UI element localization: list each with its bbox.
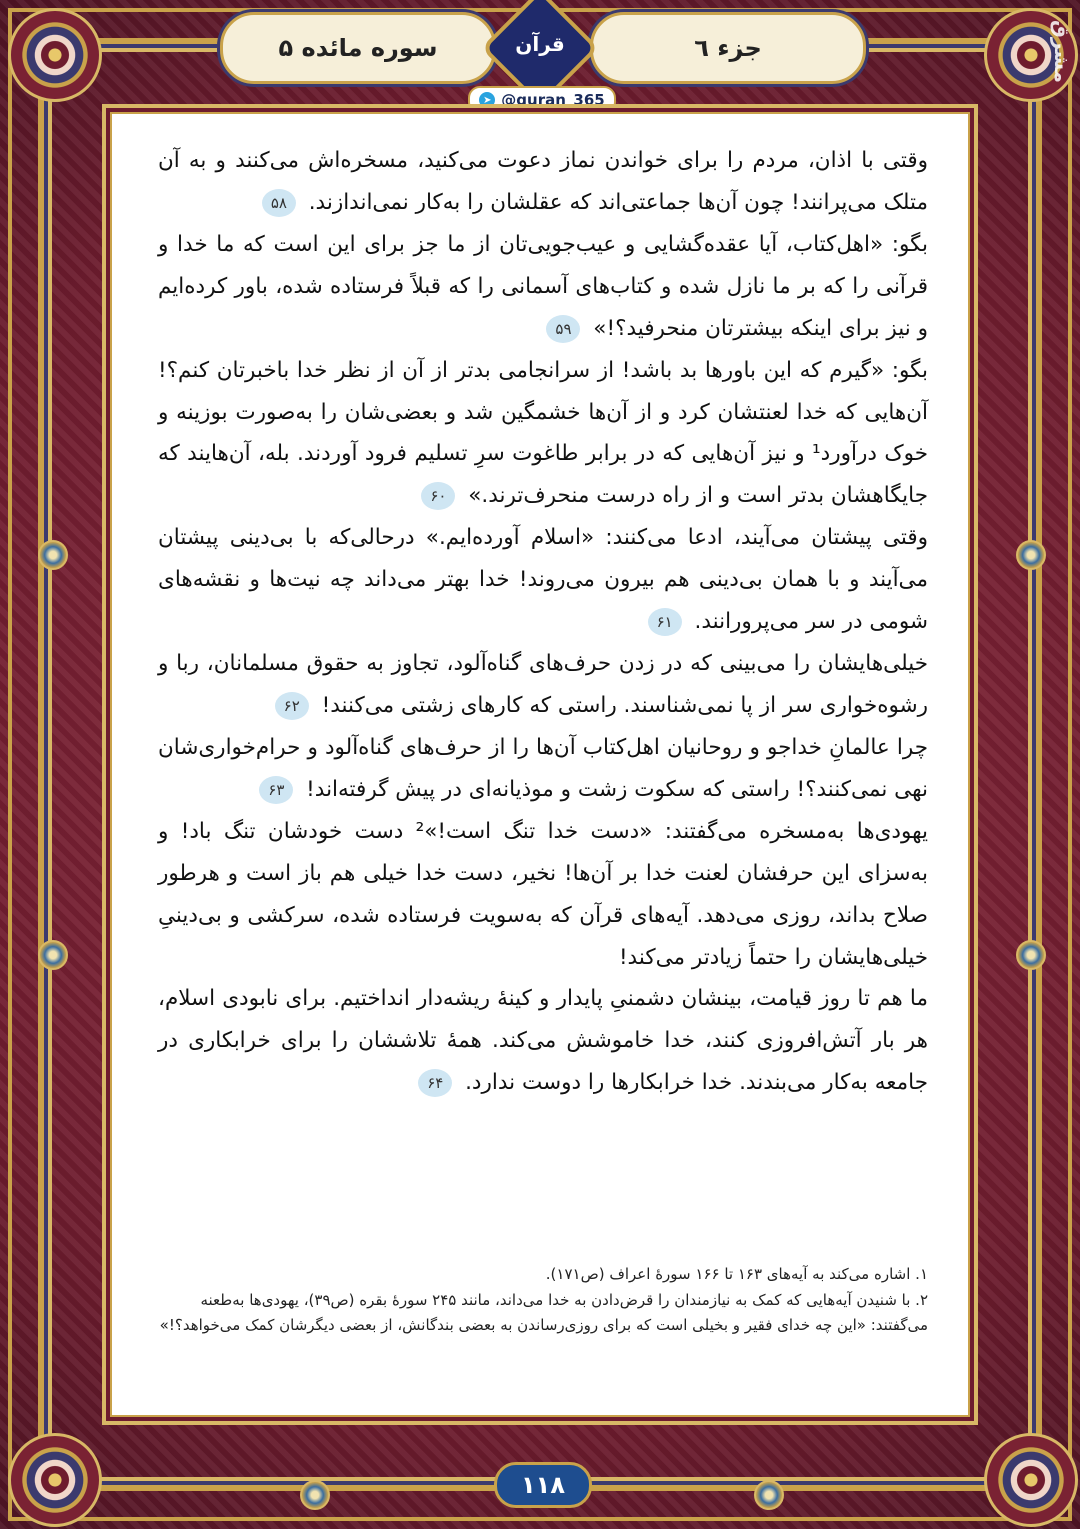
verse (158, 140, 928, 224)
verse (158, 727, 928, 811)
watermark (1034, 20, 1074, 83)
verse-list (158, 140, 928, 1104)
verse-number: ۶۱ (648, 608, 682, 636)
verse-text: بگو: «گیرم که این باورها بد باشد! از سرانجامی بدتر از آن از نظر خدا باخبرتان کنم؟! آن‌هایی که خدا لعنتشان کرد و از آن‌ها خشمگین شد و بعضی‌شان را به‌صورت بوزینه و خوک درآورد¹ و نیز آن‌هایی که در برابر طاغوت سرِ تسلیم فرود آوردند. بله، آن‌هایند که جایگاهشان بدتر است و از راه درست منحرف‌ترند.» (158, 357, 928, 509)
page-number-badge (494, 1462, 592, 1508)
verse-text: وقتی پیشتان می‌آیند، ادعا می‌کنند: «اسلام آورده‌ایم.» درحالی‌که با بی‌دینی پیشتان می‌آیند و با همان بی‌دینی هم بیرون می‌روند! خدا بهتر می‌داند چه نیت‌ها و نقشه‌های شومی در سر می‌پرورانند. (158, 525, 928, 635)
side-medallion-icon (300, 1480, 330, 1510)
corner-rosette-icon (8, 8, 102, 102)
juz-label: جزء ٦ (694, 34, 762, 62)
verse (158, 978, 928, 1104)
verse-text: چرا عالمانِ خداجو و روحانیان اهل‌کتاب آن‌ها را از حرف‌های گناه‌آلود و حرام‌خواری‌شان نهی نمی‌کنند؟! راستی که سکوت زشت و موذیانه‌ای در پیش گرفته‌اند! (158, 734, 928, 802)
surah-cartouche (220, 12, 496, 84)
channel-handle: @quran_365 (501, 91, 605, 109)
side-medallion-icon (1016, 540, 1046, 570)
side-medallion-icon (38, 940, 68, 970)
verse-number: ۵۹ (546, 315, 580, 343)
logo-text: قرآن (515, 32, 565, 56)
page-number: ۱۱۸ (521, 1471, 565, 1499)
telegram-icon: ➤ (479, 92, 495, 108)
verse (158, 224, 928, 350)
surah-label: سوره مائده ۵ (278, 34, 438, 62)
corner-rosette-icon (984, 1433, 1078, 1527)
corner-rosette-icon (8, 1433, 102, 1527)
verse (158, 811, 928, 979)
side-medallion-icon (754, 1480, 784, 1510)
footnotes (158, 1262, 928, 1339)
verse (158, 517, 928, 643)
verse-number: ۶۴ (418, 1069, 452, 1097)
verse-number: ۶۰ (421, 482, 455, 510)
verse-text: خیلی‌هایشان را می‌بینی که در زدن حرف‌های گناه‌آلود، تجاوز به حقوق مسلمانان، ربا و رشوه‌خواری سر از پا نمی‌شناسند. راستی که کارهای زشتی می‌کنند! (158, 651, 928, 718)
logo-icon (515, 18, 565, 70)
verse-text: بگو: «اهل‌کتاب، آیا عقده‌گشایی و عیب‌جویی‌تان از ما جز برای این است که ما خدا و قرآنی را که بر ما نازل شده و کتاب‌های آسمانی را که قبلاً فرستاده شده، باور کرده‌ایم و نیز برای اینکه بیشترتان منحرفید؟!» (158, 231, 928, 341)
juz-cartouche (590, 12, 866, 84)
verse-number: ۵۸ (262, 189, 296, 217)
verse (158, 350, 928, 518)
footnote: ۲. با شنیدن آیه‌هایی که کمک به نیازمندان را قرض‌دادن به خدا می‌داند، مانند ۲۴۵ سورهٔ بقره (ص۳۹)، یهودی‌ها به‌طعنه می‌گفتند: «این چه خدای فقیر و بخیلی است که برای روزی‌رساندن به بعضی بندگانش، از بعضی دیگرشان کمک می‌خواهد؟!» (159, 1290, 928, 1334)
verse-text: ما هم تا روز قیامت، بینشان دشمنیِ پایدار و کینهٔ ریشه‌دار انداختیم. برای نابودی اسلام، هر بار آتش‌افروزی کنند، خدا خاموشش می‌کند. همهٔ تلاششان را برای خرابکاری در جامعه به‌کار می‌بندند. خدا خرابکارها را دوست ندارد. (158, 986, 928, 1096)
channel-badge[interactable] (468, 86, 616, 114)
side-medallion-icon (38, 540, 68, 570)
verse-number: ۶۲ (275, 692, 309, 720)
side-medallion-icon (1016, 940, 1046, 970)
verse-text: یهودی‌ها به‌مسخره می‌گفتند: «دست خدا تنگ است!»² دست خودشان تنگ باد! و به‌سزای این حرفشان لعنت خدا بر آن‌ها! نخیر، دست خدا خیلی هم باز است و هرطور صلاح بداند، روزی می‌دهد. آیه‌های قرآن که به‌سویت فرستاده شده، سرکشی و بی‌دینیِ خیلی‌هایشان را حتماً زیادتر می‌کند! (158, 818, 928, 970)
verse-number: ۶۳ (259, 776, 293, 804)
watermark-text: مشرق (1050, 20, 1074, 84)
text-panel (110, 112, 970, 1417)
verse-text: وقتی با اذان، مردم را برای خواندن نماز دعوت می‌کنید، مسخره‌اش می‌کنند و به آن متلک می‌پرانند! چون آن‌ها جماعتی‌اند که عقلشان را به‌کار نمی‌اندازند. (158, 148, 928, 215)
footnote: ۱. اشاره می‌کند به آیه‌های ۱۶۳ تا ۱۶۶ سورهٔ اعراف (ص۱۷۱). (545, 1265, 928, 1283)
verse (158, 643, 928, 727)
